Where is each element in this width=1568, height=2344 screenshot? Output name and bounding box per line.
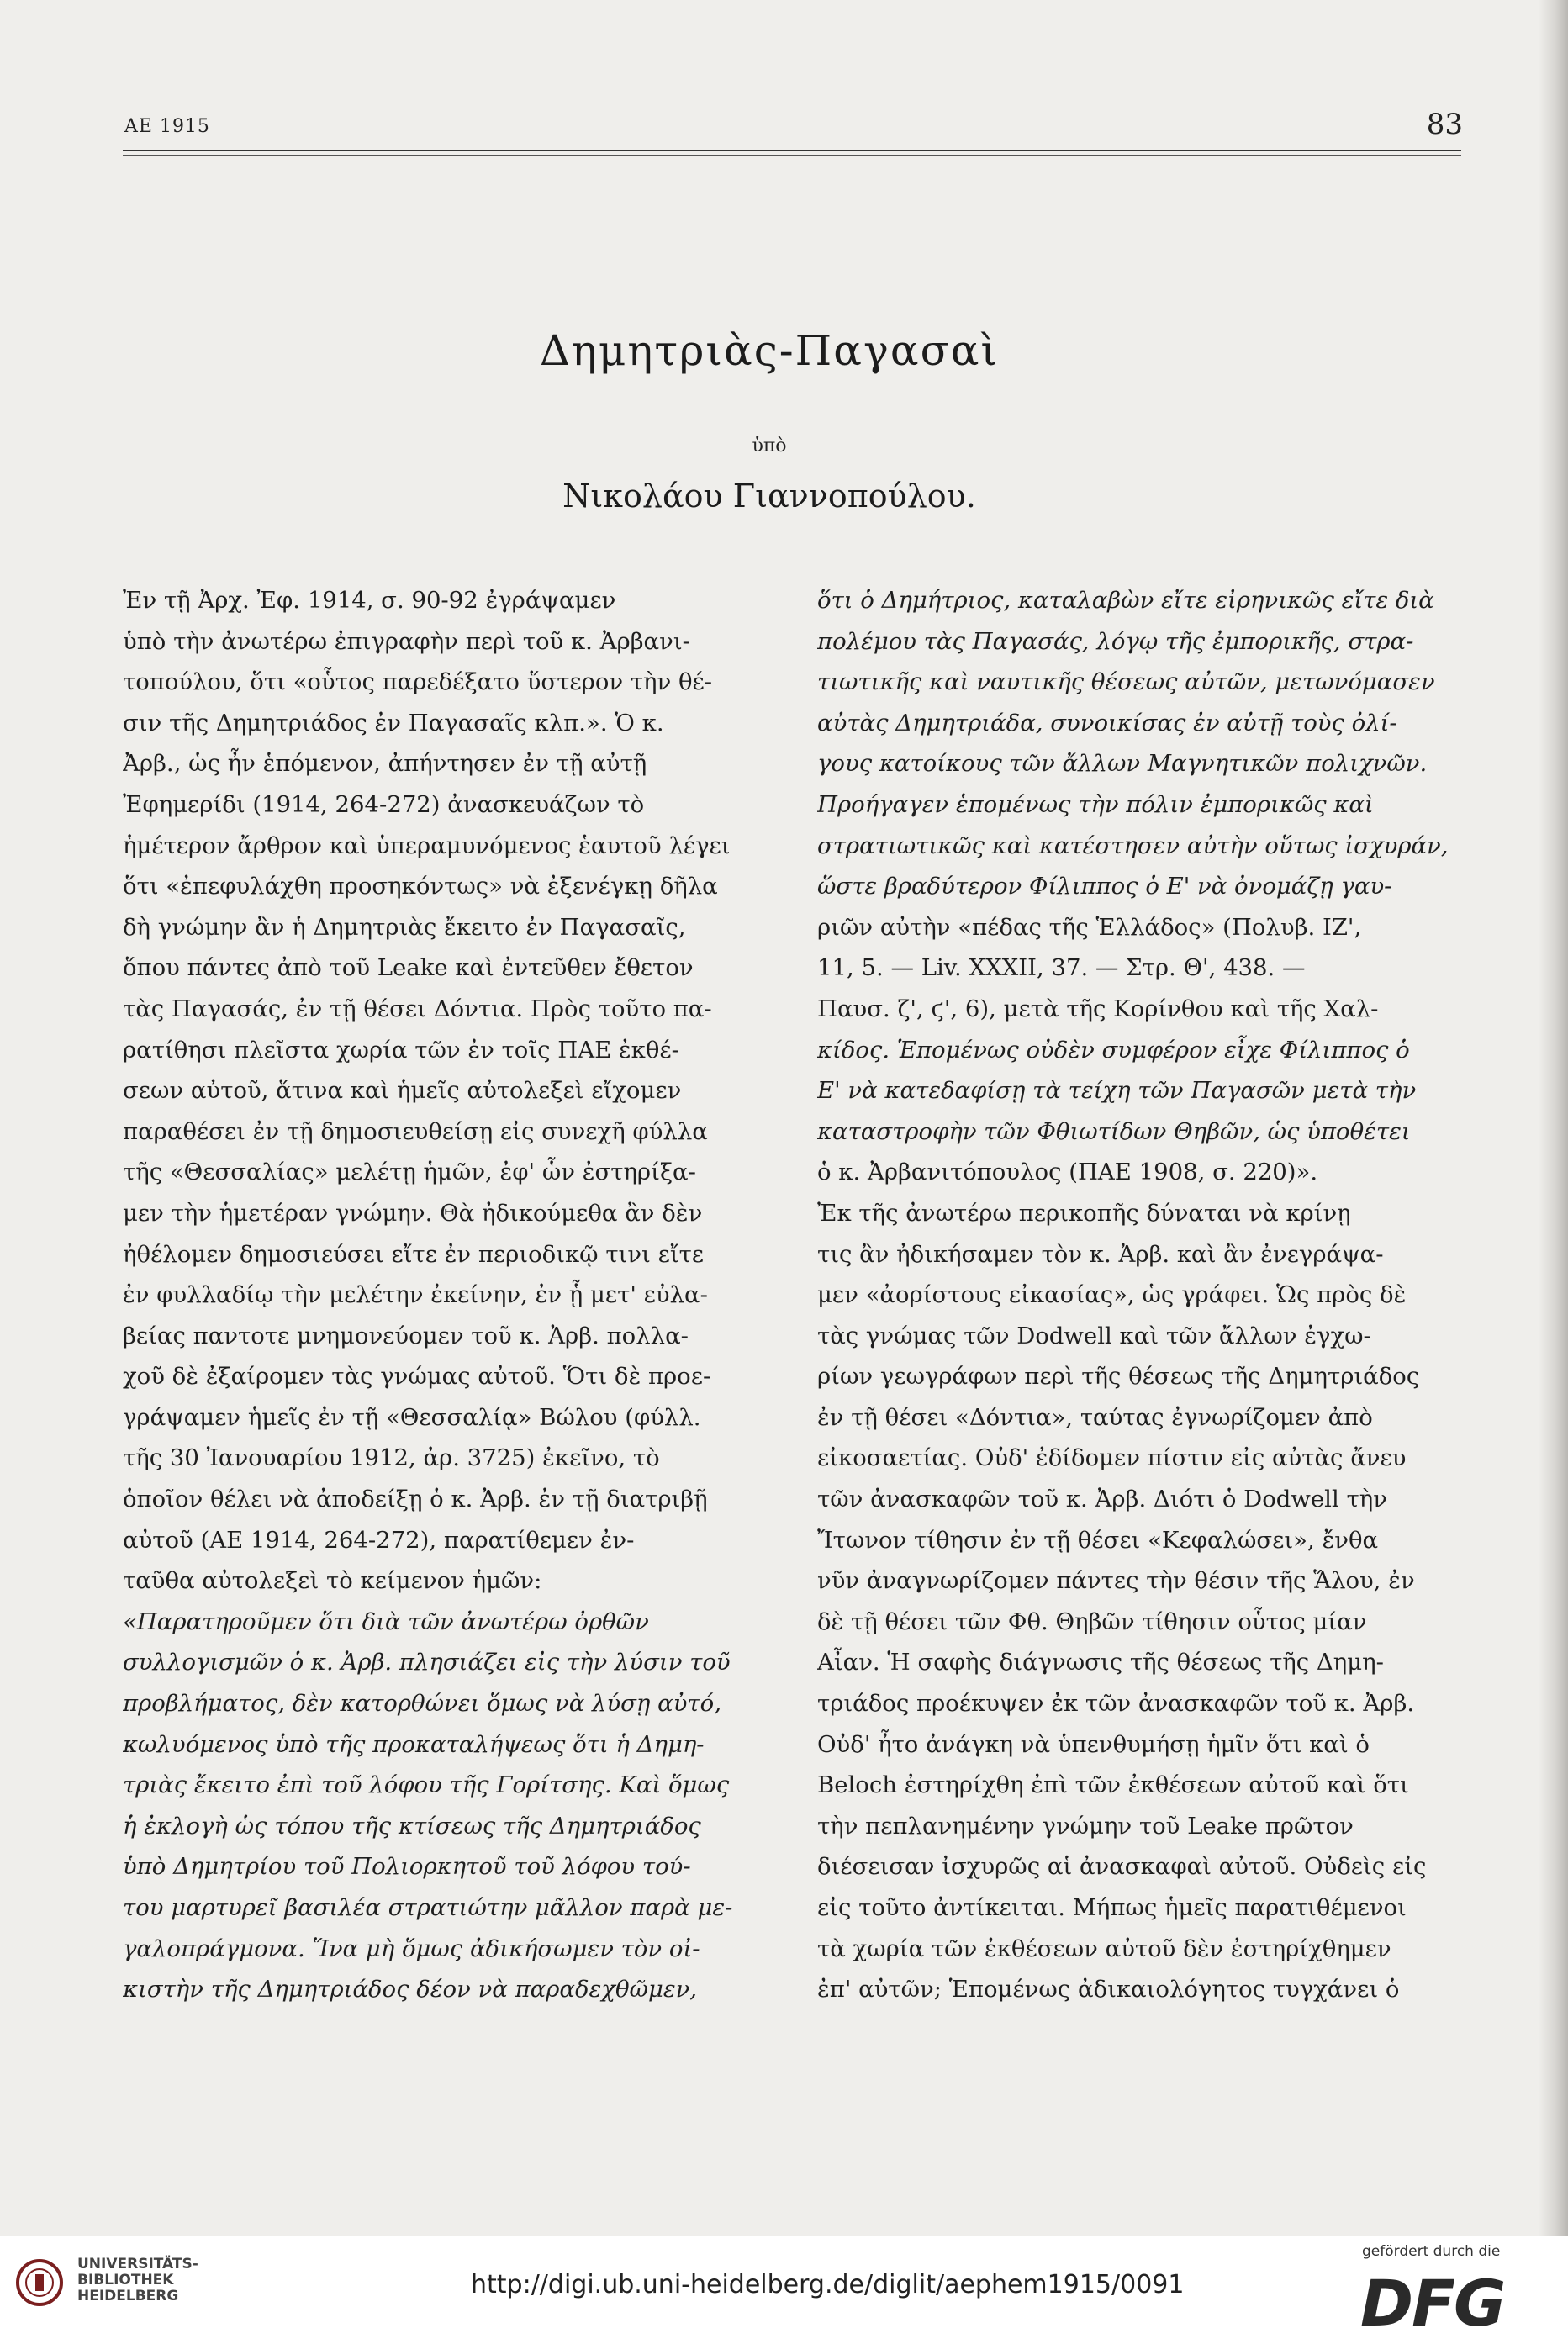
text-line: αὐτοῦ (ΑΕ 1914, 264-272), παρατίθεμεν ἐν- bbox=[123, 1526, 635, 1554]
text-line: Ἐν τῇ Ἀρχ. Ἐφ. 1914, σ. 90-92 ἐγράψαμεν bbox=[123, 587, 616, 614]
text-line: βείας παντοτε μνημονεύομεν τοῦ κ. Ἀρβ. πολλα- bbox=[123, 1322, 689, 1349]
library-name-line: HEIDELBERG bbox=[77, 2288, 179, 2304]
library-name bbox=[77, 2257, 198, 2304]
left-text-column bbox=[123, 580, 770, 2010]
text-line: ὅπου πάντες ἀπὸ τοῦ Leake καὶ ἐντεῦθεν ἔθετον bbox=[123, 954, 694, 982]
text-line: ὑπὸ τὴν ἀνωτέρω ἐπιγραφὴν περὶ τοῦ κ. Ἀρβανι- bbox=[123, 627, 690, 655]
text-line: Ἀρβ., ὡς ἦν ἑπόμενον, ἀπήντησεν ἐν τῇ αὐτῇ bbox=[123, 750, 647, 778]
text-line: γους κατοίκους τῶν ἄλλων Μαγνητικῶν πολιχνῶν. bbox=[817, 750, 1428, 778]
text-line: ὅτι «ἐπεφυλάχθη προσηκόντως» νὰ ἐξενέγκῃ δῆλα bbox=[123, 873, 718, 900]
text-line: ταῦθα αὐτολεξεὶ τὸ κείμενον ἡμῶν: bbox=[123, 1567, 542, 1595]
text-line: ἠθέλομεν δημοσιεύσει εἴτε ἐν περιοδικῷ τινι εἴτε bbox=[123, 1240, 705, 1268]
text-line: μεν τὴν ἡμετέραν γνώμην. Θὰ ἠδικούμεθα ἂν δὲν bbox=[123, 1199, 703, 1227]
source-url-link[interactable]: http://digi.ub.uni-heidelberg.de/diglit/aephem1915/0091 bbox=[471, 2270, 1185, 2299]
text-line: αὐτὰς Δημητριάδα, συνοικίσας ἐν αὐτῇ τοὺς ὀλί- bbox=[817, 709, 1397, 736]
text-line: τὰς Παγασάς, ἐν τῇ θέσει Δόντια. Πρὸς τοῦτο πα- bbox=[123, 995, 712, 1022]
text-line: ὑπὸ Δημητρίου τοῦ Πολιορκητοῦ τοῦ λόφου τού- bbox=[123, 1853, 691, 1881]
text-line: νῦν ἀναγνωρίζομεν πάντες τὴν θέσιν τῆς Ἅλου, ἐν bbox=[817, 1567, 1415, 1595]
text-line: ἡ ἐκλογὴ ὡς τόπου τῆς κτίσεως τῆς Δημητριάδος bbox=[123, 1812, 701, 1840]
byline: ὑπὸ bbox=[752, 436, 787, 457]
text-line: γαλοπράγμονα. Ἵνα μὴ ὅμως ἀδικήσωμεν τὸν οἰ- bbox=[123, 1935, 700, 1962]
text-line: σιν τῆς Δημητριάδος ἐν Παγασαῖς κλπ.». Ὁ κ. bbox=[123, 709, 664, 736]
text-line: Ἐκ τῆς ἀνωτέρω περικοπῆς δύναται νὰ κρίνῃ bbox=[817, 1199, 1351, 1227]
text-line: τῶν ἀνασκαφῶν τοῦ κ. Ἀρβ. Διότι ὁ Dodwell τὴν bbox=[817, 1486, 1387, 1513]
text-line: δὴ γνώμην ἂν ἡ Δημητριὰς ἔκειτο ἐν Παγασαῖς, bbox=[123, 913, 686, 941]
text-line: Beloch ἐστηρίχθη ἐπὶ τῶν ἐκθέσεων αὐτοῦ καὶ ὅτι bbox=[817, 1771, 1409, 1799]
right-text-column bbox=[817, 580, 1469, 2010]
text-line: κίδος. Ἑπομένως οὐδὲν συμφέρον εἶχε Φίλιππος ὁ bbox=[817, 1036, 1410, 1064]
text-line: προβλήματος, δὲν κατορθώνει ὅμως νὰ λύσῃ αὐτό, bbox=[123, 1690, 721, 1718]
text-line: Ε' νὰ κατεδαφίσῃ τὰ τείχη τῶν Παγασῶν μετὰ τὴν bbox=[817, 1077, 1417, 1105]
text-line: ὥστε βραδύτερον Φίλιππος ὁ Ε' νὰ ὀνομάζῃ γαυ- bbox=[817, 873, 1392, 900]
text-line: σεων αὐτοῦ, ἅτινα καὶ ἡμεῖς αὐτολεξεὶ εἴχομεν bbox=[123, 1077, 682, 1105]
text-line: τῆς «Θεσσαλίας» μελέτῃ ἡμῶν, ἐφ' ὧν ἐστηρίξα- bbox=[123, 1159, 696, 1186]
article-title: Δημητριὰς-Παγασαὶ bbox=[539, 326, 1000, 375]
running-head: AE 1915 bbox=[124, 116, 210, 137]
text-line: χοῦ δὲ ἐξαίρομεν τὰς γνώμας αὐτοῦ. Ὅτι δὲ προε- bbox=[123, 1363, 711, 1391]
text-line: Ἐφημερίδι (1914, 264-272) ἀνασκευάζων τὸ bbox=[123, 790, 645, 818]
text-line: καταστροφὴν τῶν Φθιωτίδων Θηβῶν, ὡς ὑποθέτει bbox=[817, 1117, 1411, 1145]
text-line: ὅτι ὁ Δημήτριος, καταλαβὼν εἴτε εἰρηνικῶς εἴτε διὰ bbox=[817, 587, 1434, 614]
text-line: «Παρατηροῦμεν ὅτι διὰ τῶν ἀνωτέρω ὀρθῶν bbox=[123, 1608, 649, 1635]
text-line: εἰκοσαετίας. Οὐδ' ἐδίδομεν πίστιν εἰς αὐτὰς ἄνευ bbox=[817, 1444, 1407, 1472]
text-line: τις ἂν ἠδικήσαμεν τὸν κ. Ἀρβ. καὶ ἂν ἐνεγράψα- bbox=[817, 1240, 1384, 1268]
page-edge-shadow bbox=[1539, 0, 1568, 2236]
header-rule bbox=[123, 150, 1461, 151]
text-line: 11, 5. — Liv. XXXII, 37. — Στρ. Θ', 438. — bbox=[817, 954, 1306, 982]
text-line: στρατιωτικῶς καὶ κατέστησεν αὐτὴν οὕτως ἰσχυράν, bbox=[817, 831, 1449, 859]
text-line: του μαρτυρεῖ βασιλέα στρατιώτην μᾶλλον παρὰ με- bbox=[123, 1894, 733, 1921]
text-line: ρίων γεωγράφων περὶ τῆς θέσεως τῆς Δημητριάδος bbox=[817, 1363, 1420, 1391]
text-line: τῆς 30 Ἰανουαρίου 1912, ἀρ. 3725) ἐκεῖνο, τὸ bbox=[123, 1444, 660, 1472]
text-line: Ἴτωνον τίθησιν ἐν τῇ θέσει «Κεφαλώσει», ἔνθα bbox=[817, 1526, 1379, 1554]
dfg-logo: DFG bbox=[1360, 2266, 1505, 2341]
library-name-line: BIBLIOTHEK bbox=[77, 2272, 174, 2289]
text-line: Αἶαν. Ἡ σαφὴς διάγνωσις τῆς θέσεως τῆς Δημη- bbox=[817, 1649, 1384, 1676]
text-line: δὲ τῇ θέσει τῶν Φθ. Θηβῶν τίθησιν οὗτος μίαν bbox=[817, 1608, 1367, 1635]
text-line: τὰ χωρία τῶν ἐκθέσεων αὐτοῦ δὲν ἐστηρίχθημεν bbox=[817, 1935, 1391, 1962]
author-name: Νικολάου Γιαννοπούλου. bbox=[562, 478, 976, 515]
text-line: ἐν τῇ θέσει «Δόντια», ταύτας ἐγνωρίζομεν ἀπὸ bbox=[817, 1403, 1373, 1431]
text-line: ὁποῖον θέλει νὰ ἀποδείξῃ ὁ κ. Ἀρβ. ἐν τῇ διατριβῇ bbox=[123, 1486, 708, 1513]
text-line: πολέμου τὰς Παγασάς, λόγῳ τῆς ἐμπορικῆς, στρα- bbox=[817, 627, 1414, 655]
text-line: ἐν φυλλαδίῳ τὴν μελέτην ἐκείνην, ἐν ᾗ μετ' εὐλα- bbox=[123, 1281, 708, 1309]
text-line: ρατίθησι πλεῖστα χωρία τῶν ἐν τοῖς ΠΑΕ ἐκθέ- bbox=[123, 1036, 679, 1064]
header-rule-thin bbox=[123, 155, 1461, 156]
text-line: τοπούλου, ὅτι «οὗτος παρεδέξατο ὕστερον τὴν θέ- bbox=[123, 668, 713, 696]
text-line: Οὐδ' ἦτο ἀνάγκη νὰ ὑπενθυμήσῃ ἡμῖν ὅτι καὶ ὁ bbox=[817, 1730, 1370, 1758]
text-line: διέσεισαν ἰσχυρῶς αἱ ἀνασκαφαὶ αὐτοῦ. Οὐδεὶς εἰς bbox=[817, 1853, 1427, 1881]
page-number: 83 bbox=[1426, 108, 1463, 141]
text-line: μεν «ἀορίστους εἰκασίας», ὡς γράφει. Ὡς πρὸς δὲ bbox=[817, 1281, 1407, 1309]
text-line: ἡμέτερον ἄρθρον καὶ ὑπεραμυνόμενος ἑαυτοῦ λέγει bbox=[123, 831, 731, 859]
text-line: ὁ κ. Ἀρβανιτόπουλος (ΠΑΕ 1908, σ. 220)». bbox=[817, 1159, 1318, 1186]
text-line: τριὰς ἔκειτο ἐπὶ τοῦ λόφου τῆς Γορίτσης. Καὶ ὅμως bbox=[123, 1771, 730, 1799]
text-line: τριάδος προέκυψεν ἐκ τῶν ἀνασκαφῶν τοῦ κ. Ἀρβ. bbox=[817, 1690, 1415, 1718]
funder-caption: gefördert durch die bbox=[1362, 2243, 1501, 2260]
text-line: Παυσ. ζ', ϛ', 6), μετὰ τῆς Κορίνθου καὶ τῆς Χαλ- bbox=[817, 995, 1379, 1022]
text-line: κωλυόμενος ὑπὸ τῆς προκαταλήψεως ὅτι ἡ Δημη- bbox=[123, 1730, 705, 1758]
text-line: τὰς γνώμας τῶν Dodwell καὶ τῶν ἄλλων ἐγχω- bbox=[817, 1322, 1371, 1349]
text-line: ριῶν αὐτὴν «πέδας τῆς Ἑλλάδος» (Πολυβ. ΙΖ', bbox=[817, 913, 1362, 941]
text-line: τιωτικῆς καὶ ναυτικῆς θέσεως αὐτῶν, μετωνόμασεν bbox=[817, 668, 1435, 696]
text-line: Προήγαγεν ἑπομένως τὴν πόλιν ἐμπορικῶς καὶ bbox=[817, 790, 1374, 818]
text-line: τὴν πεπλανημένην γνώμην τοῦ Leake πρῶτον bbox=[817, 1812, 1354, 1840]
text-line: συλλογισμῶν ὁ κ. Ἀρβ. πλησιάζει εἰς τὴν λύσιν τοῦ bbox=[123, 1649, 731, 1676]
library-name-line: UNIVERSITÄTS- bbox=[77, 2256, 198, 2273]
text-line: γράψαμεν ἡμεῖς ἐν τῇ «Θεσσαλίᾳ» Βώλου (φύλλ. bbox=[123, 1403, 701, 1431]
text-line: εἰς τοῦτο ἀντίκειται. Μήπως ἡμεῖς παρατιθέμενοι bbox=[817, 1894, 1407, 1921]
university-seal-icon bbox=[15, 2258, 64, 2307]
text-line: κιστὴν τῆς Δημητριάδος δέον νὰ παραδεχθῶμεν, bbox=[123, 1976, 698, 2003]
text-line: παραθέσει ἐν τῇ δημοσιευθείσῃ εἰς συνεχῆ φύλλα bbox=[123, 1117, 708, 1145]
text-line: ἐπ' αὐτῶν; Ἑπομένως ἀδικαιολόγητος τυγχάνει ὁ bbox=[817, 1976, 1400, 2003]
